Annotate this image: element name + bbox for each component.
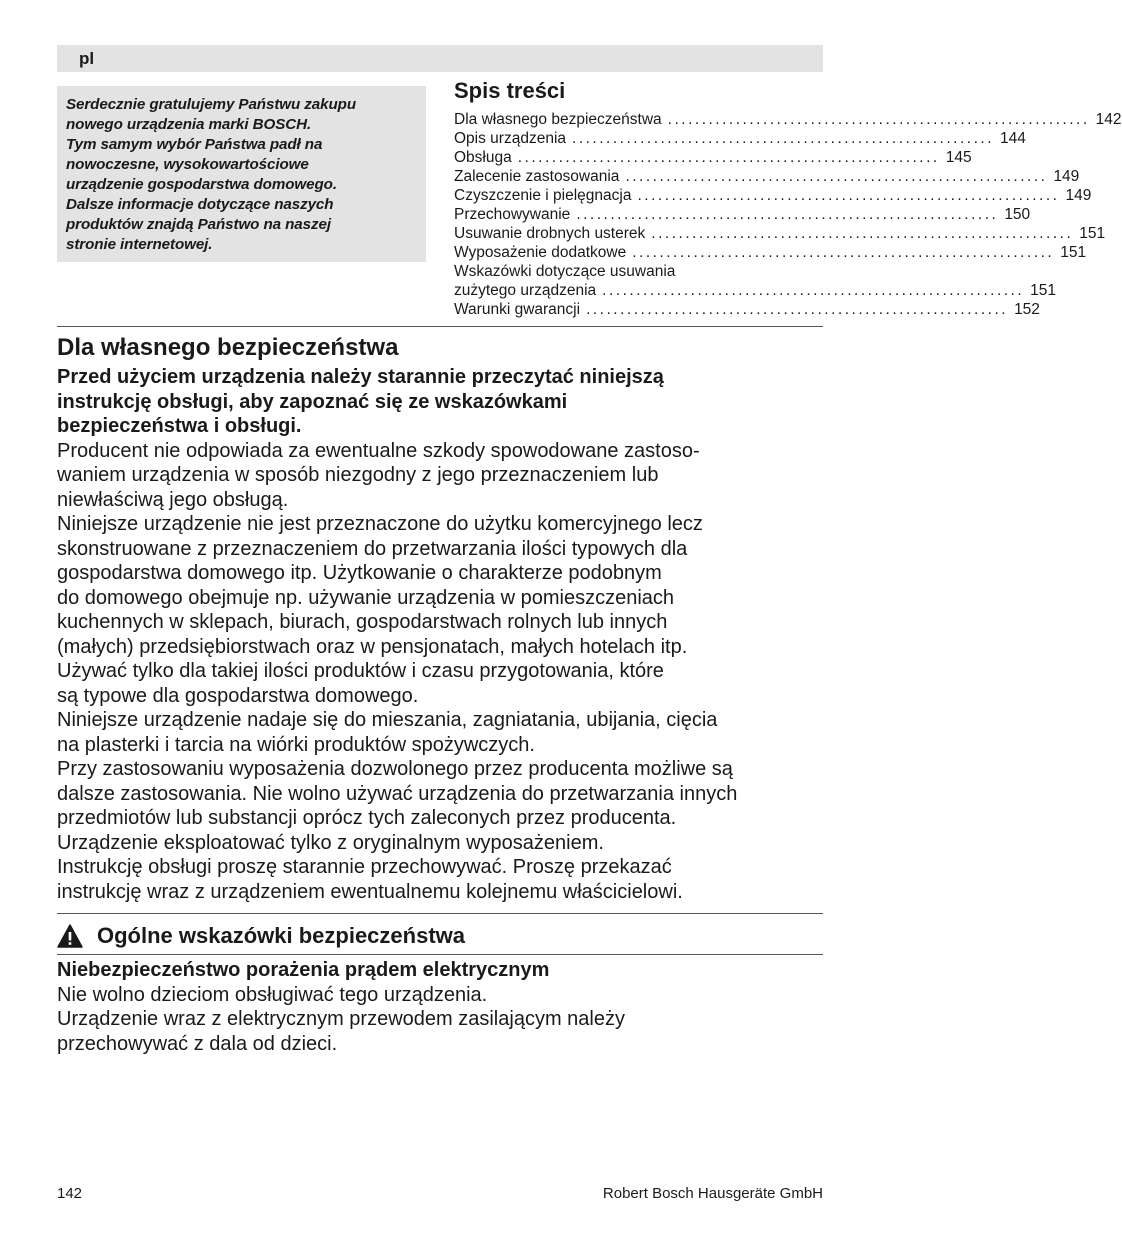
safety-body-line: instrukcję wraz z urządzeniem ewentualnemu kolejnemu właścicielowi. — [57, 880, 683, 903]
toc-entry-title: Czyszczenie i pielęgnacja — [454, 187, 632, 204]
intro-box — [57, 86, 426, 262]
safety-body-line: do domowego obejmuje np. używanie urządzenia w pomieszczeniach — [57, 586, 675, 609]
toc-leader: .............................................................. — [517, 149, 940, 166]
general-body-line: Urządzenie wraz z elektrycznym przewodem zasilającym należy — [57, 1008, 625, 1030]
toc-entry-page: 151 — [1079, 225, 1106, 242]
toc-title: Spis treści — [454, 78, 566, 103]
intro-line: produktów znajdą Państwo na naszej — [66, 216, 331, 233]
toc-entry[interactable] — [454, 243, 1087, 262]
general-safety-title: Ogólne wskazówki bezpieczeństwa — [97, 923, 465, 948]
intro-line: urządzenie gospodarstwa domowego. — [66, 176, 337, 193]
safety-body-line: Niniejsze urządzenie nie jest przeznaczone do użytku komercyjnego lecz — [57, 513, 703, 535]
toc-entry-title: Zalecenie zastosowania — [454, 168, 620, 185]
toc-entry-title-continued[interactable]: Wskazówki dotyczące usuwania — [454, 263, 676, 280]
safety-body-line: (małych) przedsiębiorstwach oraz w pensjonatach, małych hotelach itp. — [57, 635, 688, 658]
toc-entry-title: Wyposażenie dodatkowe — [454, 244, 627, 261]
toc-entry[interactable] — [454, 300, 1040, 319]
toc-entry-page: 152 — [1014, 301, 1040, 318]
toc-entry[interactable] — [454, 129, 1026, 148]
toc-entry-page: 142 — [1095, 111, 1122, 128]
electric-shock-heading: Niebezpieczeństwo porażenia prądem elektrycznym — [57, 959, 550, 981]
section-divider — [57, 954, 823, 955]
toc-entry-page: 150 — [1004, 206, 1031, 223]
toc-leader: .............................................................. — [576, 206, 999, 223]
safety-body-line: Używać tylko dla takiej ilości produktów i czasu przygotowania, które — [57, 660, 664, 682]
safety-body-line: dalsze zastosowania. Nie wolno używać urządzenia do przetwarzania innych — [57, 782, 738, 805]
toc-leader: .............................................................. — [625, 168, 1048, 185]
intro-line: Tym samym wybór Państwa padł na — [66, 136, 323, 153]
general-safety-section — [57, 958, 827, 1056]
table-of-contents — [454, 78, 1122, 319]
safety-body-line: waniem urządzenia w sposób niezgodny z jego przeznaczeniem lub — [57, 464, 659, 486]
company-name: Robert Bosch Hausgeräte GmbH — [602, 1185, 823, 1202]
intro-line: Serdecznie gratulujemy Państwu zakupu — [66, 96, 357, 113]
general-body-line: Nie wolno dzieciom obsługiwać tego urządzenia. — [57, 983, 488, 1006]
toc-entry-title: Przechowywanie — [454, 206, 571, 223]
safety-lead-line: Przed użyciem urządzenia należy starannie przeczytać niniejszą — [57, 366, 664, 388]
toc-entry[interactable] — [454, 148, 972, 167]
safety-section — [57, 331, 827, 904]
toc-leader: .............................................................. — [602, 282, 1025, 299]
toc-leader: .............................................................. — [651, 225, 1074, 242]
safety-body-line: Instrukcję obsługi proszę starannie przechowywać. Proszę przekazać — [57, 856, 672, 878]
safety-body-line: kuchennych w sklepach, biurach, gospodarstwach rolnych lub innych — [57, 611, 668, 633]
toc-leader: .............................................................. — [586, 301, 1009, 318]
toc-leader: .............................................................. — [637, 187, 1060, 204]
safety-body-line: skonstruowane z przeznaczeniem do przetwarzania ilości typowych dla — [57, 537, 688, 560]
section-divider — [57, 326, 823, 327]
safety-body-line: Przy zastosowaniu wyposażenia dozwolonego przez producenta możliwe są — [57, 758, 733, 780]
general-body-line: przechowywać z dala od dzieci. — [57, 1032, 338, 1055]
intro-line: nowoczesne, wysokowartościowe — [66, 156, 309, 173]
safety-body-line: gospodarstwa domowego itp. Użytkowanie o charakterze podobnym — [57, 562, 662, 584]
safety-lead-line: bezpieczeństwa i obsługi. — [57, 415, 302, 437]
warning-triangle-icon — [57, 924, 83, 948]
toc-entry[interactable] — [454, 167, 1080, 186]
safety-body-line: Niniejsze urządzenie nadaje się do mieszania, zagniatania, ubijania, cięcia — [57, 709, 718, 731]
toc-entry-page: 151 — [1030, 282, 1057, 299]
toc-entry-page: 151 — [1060, 244, 1087, 261]
toc-entry[interactable] — [454, 186, 1092, 205]
intro-line: Dalsze informacje dotyczące naszych — [66, 196, 334, 213]
toc-leader: .............................................................. — [667, 111, 1090, 128]
safety-title: Dla własnego bezpieczeństwa — [57, 334, 399, 361]
toc-entry[interactable] — [454, 110, 1122, 129]
toc-entry-title: Usuwanie drobnych usterek — [454, 225, 646, 242]
toc-entry-title: Warunki gwarancji — [454, 301, 581, 318]
toc-entry[interactable] — [454, 224, 1106, 243]
toc-entry[interactable] — [454, 205, 1031, 224]
section-divider — [57, 913, 823, 914]
toc-leader: .............................................................. — [632, 244, 1055, 261]
page-number: 142 — [57, 1185, 83, 1202]
toc-entry-page: 149 — [1053, 168, 1080, 185]
safety-lead-line: instrukcję obsługi, aby zapoznać się ze wskazówkami — [57, 390, 568, 413]
toc-list — [454, 110, 1122, 319]
toc-entry-title: Dla własnego bezpieczeństwa — [454, 111, 662, 128]
safety-body-line: Producent nie odpowiada za ewentualne szkody spowodowane zastoso- — [57, 439, 700, 462]
safety-body-line: przedmiotów lub substancji oprócz tych zaleconych przez producenta. — [57, 807, 677, 829]
toc-entry[interactable] — [454, 281, 1057, 300]
safety-body-line: niewłaściwą jego obsługą. — [57, 488, 289, 511]
safety-body-line: są typowe dla gospodarstwa domowego. — [57, 684, 419, 707]
toc-entry-page: 145 — [945, 149, 972, 166]
general-safety-header — [57, 920, 465, 952]
toc-entry-title: zużytego urządzenia — [454, 282, 597, 299]
toc-entry-title: Obsługa — [454, 149, 512, 166]
intro-line: stronie internetowej. — [66, 236, 213, 253]
safety-body-line: Urządzenie eksploatować tylko z oryginalnym wyposażeniem. — [57, 831, 604, 854]
toc-entry-page: 144 — [1000, 130, 1026, 147]
toc-entry-title: Opis urządzenia — [454, 130, 567, 147]
intro-line: nowego urządzenia marki BOSCH. — [66, 116, 312, 133]
language-label: pl — [79, 49, 95, 68]
safety-body-line: na plasterki i tarcia na wiórki produktów spożywczych. — [57, 733, 535, 756]
toc-entry-page: 149 — [1065, 187, 1092, 204]
toc-leader: .............................................................. — [572, 130, 995, 147]
language-bar — [57, 45, 823, 72]
